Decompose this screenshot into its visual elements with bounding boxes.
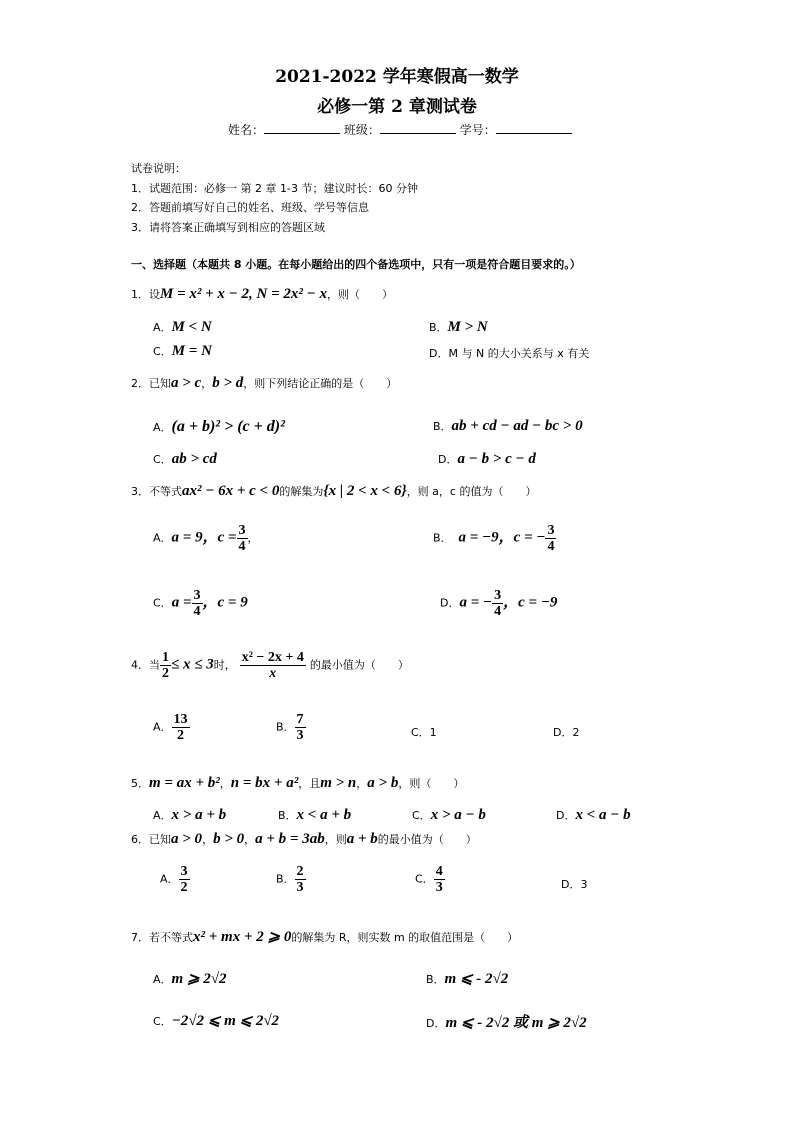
q3-option-d[interactable]: D．a = − $\frac{3}{4}$ ，c = −9 (440, 588, 558, 619)
q2-option-d[interactable]: D．a − b > c − d (438, 451, 536, 467)
student-info-line (228, 121, 572, 138)
question-7: 7．若不等式x² + mx + 2 ⩾ 0的解集为 R，则实数 m 的取值范围是（ ） (131, 929, 519, 945)
instruction-item: 2．答题前填写好自己的姓名、班级、学号等信息 (131, 201, 369, 214)
q6-option-d[interactable]: D．3 (561, 878, 588, 891)
q4-option-c[interactable]: C．1 (411, 726, 437, 739)
instructions-heading: 试卷说明： (131, 162, 186, 175)
question-1 (131, 286, 393, 303)
q7-option-c[interactable]: C．−2√2 ⩽ m ⩽ 2√2 (153, 1013, 280, 1029)
question-2: 2．已知a > c，b > d，则下列结论正确的是（ ） (131, 375, 398, 391)
q3-option-b[interactable]: B． a = −9，c = − $\frac{3}{4}$ (433, 523, 555, 554)
q1-option-a[interactable]: A．M < N (153, 319, 212, 335)
q1-expression: M = x² + x − 2, N = 2x² − x (160, 286, 327, 302)
q5-option-b[interactable]: B．x < a + b (278, 807, 352, 823)
exam-title: 2021-2022 学年寒假高一数学 (275, 67, 519, 87)
q4-option-a[interactable]: A． $\frac{13}{2}$ (153, 712, 188, 743)
q5-option-d[interactable]: D．x < a − b (556, 807, 631, 823)
class-label: 班级： (343, 123, 380, 137)
id-label: 学号： (459, 123, 496, 137)
question-3: 3．不等式ax² − 6x + c < 0的解集为{x | 2 < x < 6}，则 a，c 的值为（ ） (131, 483, 537, 499)
class-blank[interactable] (380, 122, 456, 134)
q6-option-a[interactable]: A． $\frac{3}{2}$ (160, 864, 188, 895)
q4-option-b[interactable]: B． $\frac{7}{3}$ (276, 712, 304, 743)
q1-option-d[interactable]: D．M 与 N 的大小关系与 x 有关 (429, 347, 590, 360)
q1-stem: 1．设 (131, 288, 160, 301)
name-blank[interactable] (264, 122, 340, 134)
q7-option-d[interactable]: D．m ⩽ - 2√2 或 m ⩾ 2√2 (426, 1015, 587, 1031)
q7-option-a[interactable]: A．m ⩾ 2√2 (153, 971, 227, 987)
q5-option-a[interactable]: A．x > a + b (153, 807, 227, 823)
exam-subtitle: 必修一第 2 章测试卷 (317, 97, 477, 117)
section-heading: 一、选择题（本题共 8 小题。在每小题给出的四个备选项中，只有一项是符合题目要求的。） (131, 258, 581, 271)
question-4: 4．当 $\frac{1}{2}$ ≤ x ≤ 3时， $\frac{\text{x² − 2x + 4}}{x}$ 的最小值为（ ） (131, 650, 409, 681)
q2-option-a[interactable]: A．(a + b)² > (c + d)² (153, 418, 285, 435)
question-5: 5．m = ax + b²，n = bx + a²，且m > n，a > b，则（ ） (131, 775, 465, 791)
name-label: 姓名： (228, 123, 265, 137)
q2-option-b[interactable]: B．ab + cd − ad − bc > 0 (433, 418, 583, 434)
q6-option-b[interactable]: B． $\frac{2}{3}$ (276, 864, 304, 895)
instruction-item: 3．请将答案正确填写到相应的答题区域 (131, 221, 325, 234)
question-6: 6．已知a > 0，b > 0，a + b = 3ab，则a + b的最小值为（ ） (131, 831, 477, 847)
q6-option-c[interactable]: C． $\frac{4}{3}$ (415, 864, 443, 895)
q4-option-d[interactable]: D．2 (553, 726, 580, 739)
q5-option-c[interactable]: C．x > a − b (412, 807, 486, 823)
q3-option-c[interactable]: C．a = $\frac{3}{4}$ ，c = 9 (153, 588, 248, 619)
q2-option-c[interactable]: C．ab > cd (153, 451, 217, 467)
q1-option-c[interactable]: C．M = N (153, 343, 212, 359)
q1-tail: ，则（ ） (327, 288, 393, 301)
q3-option-a[interactable]: A．a = 9，c = $\frac{3}{4}$ ， (153, 523, 259, 554)
instruction-item: 1．试题范围：必修一 第 2 章 1-3 节；建议时长：60 分钟 (131, 182, 418, 195)
id-blank[interactable] (496, 122, 572, 134)
q7-option-b[interactable]: B．m ⩽ - 2√2 (426, 971, 509, 987)
q1-option-b[interactable]: B．M > N (429, 319, 488, 335)
